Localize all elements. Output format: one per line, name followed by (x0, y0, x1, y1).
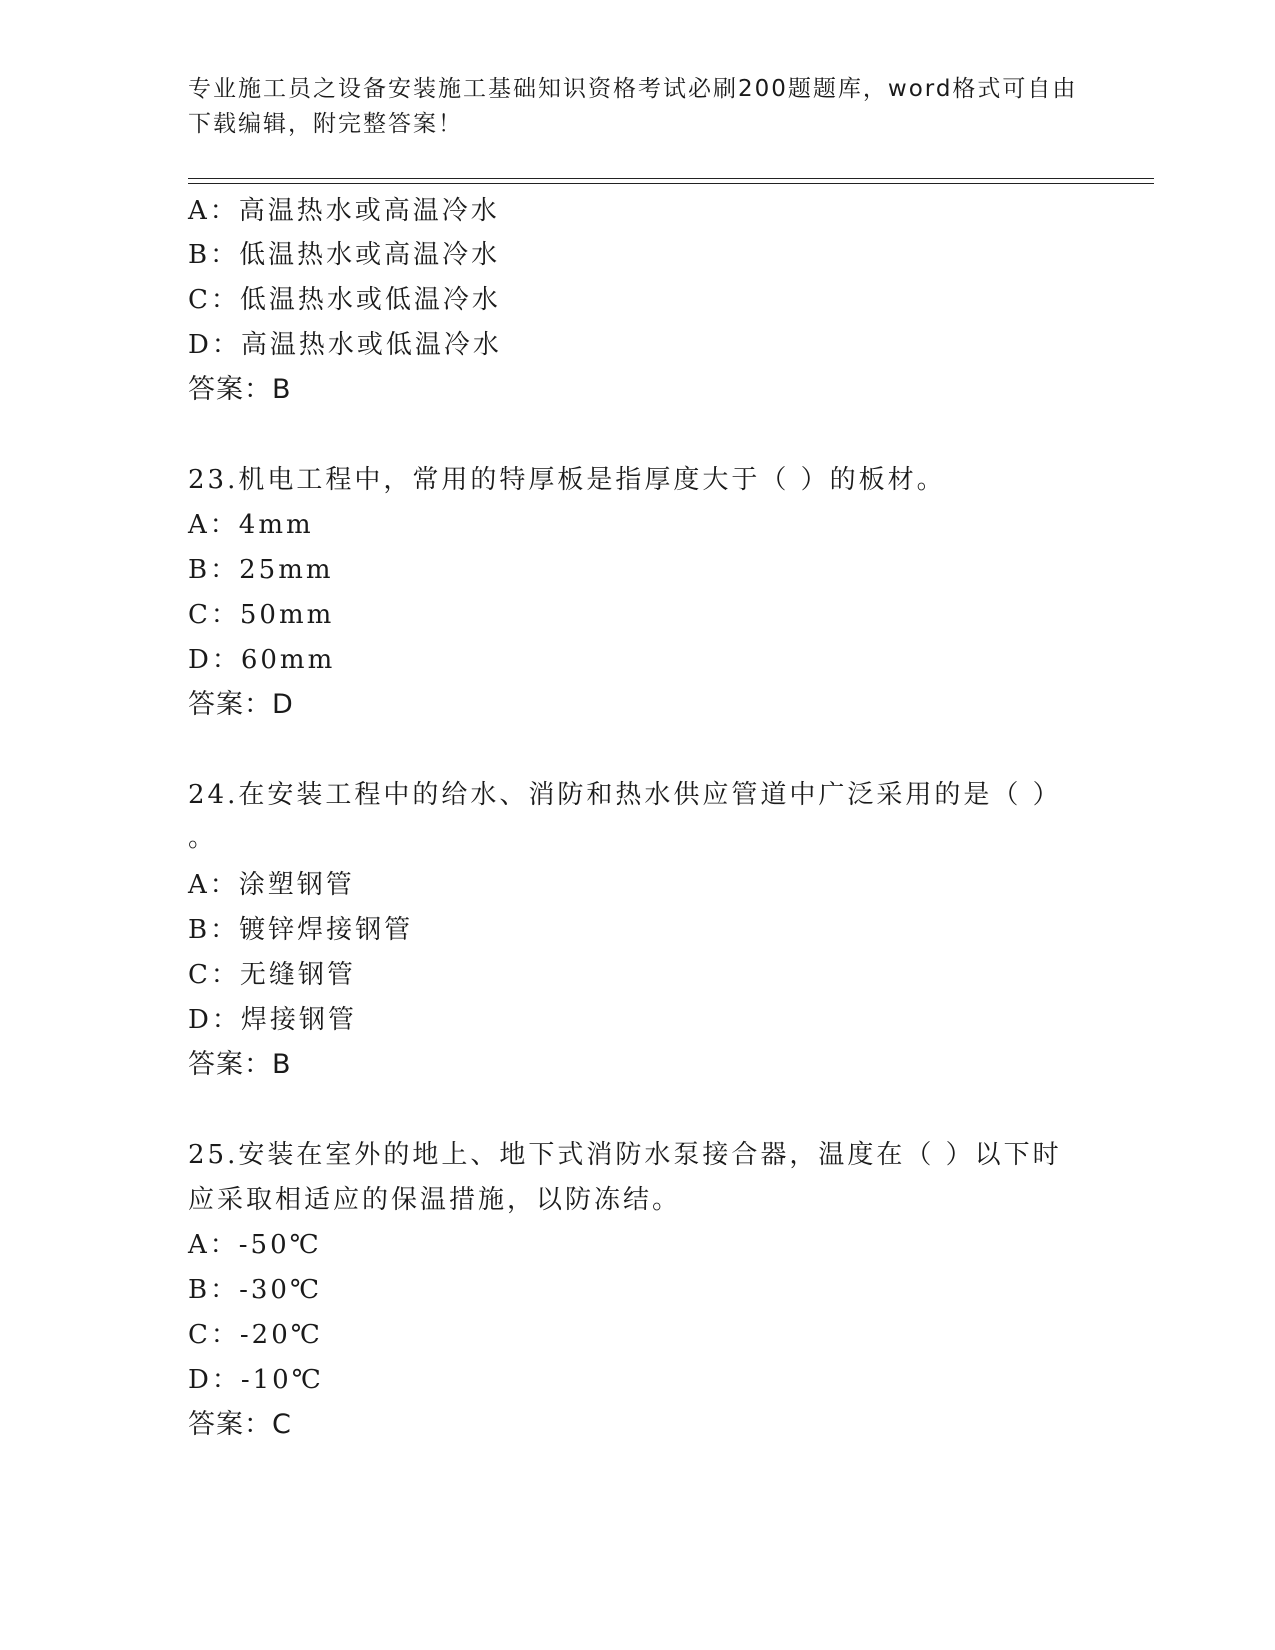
q25-question-line-1: 25.安装在室外的地上、地下式消防水泵接合器，温度在（ ）以下时 (188, 1140, 1062, 1170)
q25-answer: 答案：C (188, 1409, 292, 1440)
header-divider-top (188, 178, 1154, 179)
document-header (188, 72, 1088, 142)
q22-option-b: B：低温热水或高温冷水 (188, 240, 501, 270)
header-line-2: 下载编辑，附完整答案！ (188, 111, 463, 137)
q24-option-b: B：镀锌焊接钢管 (188, 915, 414, 945)
header-divider-bottom (188, 183, 1154, 184)
q22-answer: 答案：B (188, 374, 292, 405)
q25-option-a: A：-50℃ (188, 1230, 322, 1260)
q23-question: 23.机电工程中，常用的特厚板是指厚度大于（ ）的板材。 (188, 465, 946, 495)
q24-answer: 答案：B (188, 1049, 292, 1080)
q24-question-line-2: 。 (188, 823, 218, 853)
q23-option-b: B：25mm (188, 555, 334, 585)
q22-option-d: D：高温热水或低温冷水 (188, 330, 502, 360)
q24-question-line-1: 24.在安装工程中的给水、消防和热水供应管道中广泛采用的是（ ） (188, 780, 1062, 810)
q24-option-c: C：无缝钢管 (188, 960, 356, 990)
q25-question-line-2: 应采取相适应的保温措施，以防冻结。 (188, 1185, 682, 1215)
q22-option-c: C：低温热水或低温冷水 (188, 285, 501, 315)
q25-option-d: D：-10℃ (188, 1365, 324, 1395)
q25-option-b: B：-30℃ (188, 1275, 323, 1305)
q23-option-c: C：50mm (188, 600, 335, 630)
q24-option-d: D：焊接钢管 (188, 1005, 357, 1035)
header-line-1: 专业施工员之设备安装施工基础知识资格考试必刷200题题库，word格式可自由 (188, 76, 1078, 102)
q23-option-d: D：60mm (188, 645, 336, 675)
q22-option-a: A：高温热水或高温冷水 (188, 196, 500, 226)
q25-option-c: C：-20℃ (188, 1320, 323, 1350)
q23-option-a: A：4mm (188, 510, 314, 540)
q24-option-a: A：涂塑钢管 (188, 870, 355, 900)
q23-answer: 答案：D (188, 689, 294, 720)
